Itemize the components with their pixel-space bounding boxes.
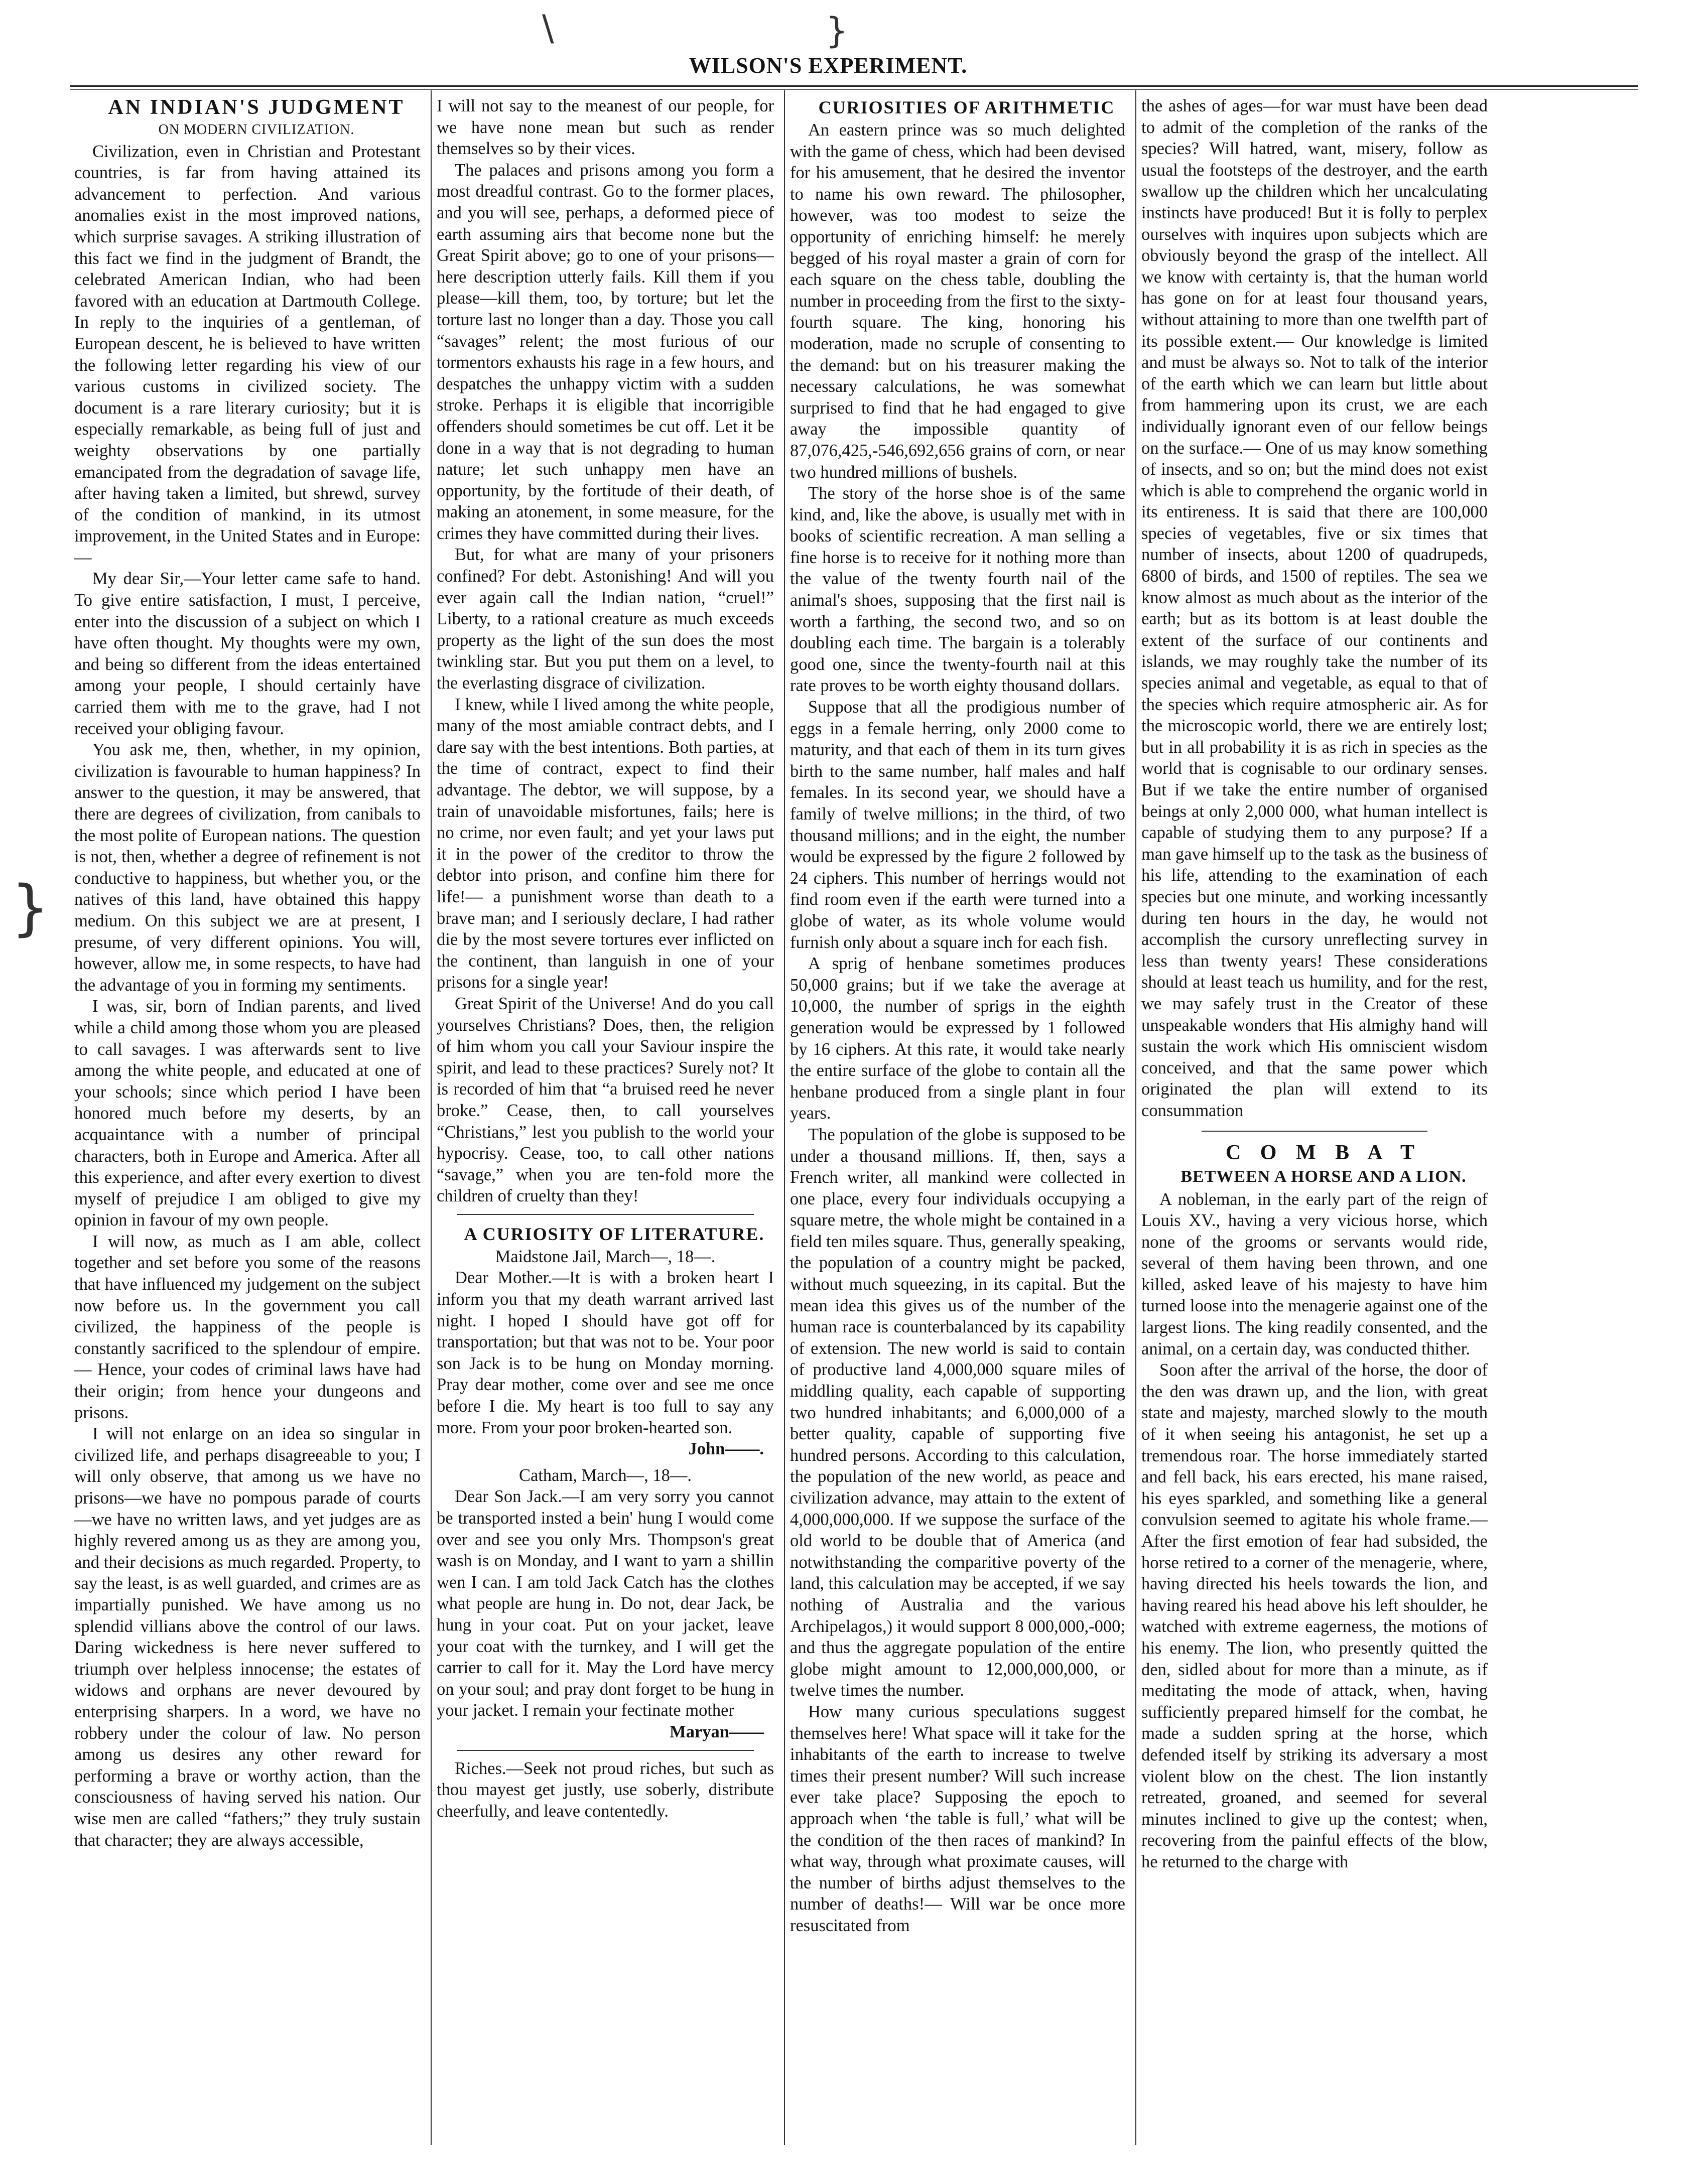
paragraph: You ask me, then, whether, in my opinion, civilization is favourable to human happiness? In answer to the question, it may be answered, that there are degrees of civilization, from canibals to the most polite of European nations. The question is not, then, whether a degree of refinement is not conductive to happiness, but whether you, or the natives of this land, have obtained this happy medium. On this subject we are at present, I presume, of very different opinions. You will, however, allow me, in some respects, to have had the advantage of you in forming my sentiments.	[74, 740, 421, 995]
section-rule	[1202, 1131, 1427, 1132]
column-3	[790, 95, 1125, 2140]
margin-ink-mark: \	[542, 8, 554, 49]
paragraph-riches: Riches.—Seek not proud riches, but such as thou mayest get justly, use soberly, distribute cheerfully, and leave contentedly.	[437, 1758, 774, 1821]
paragraph: A nobleman, in the early part of the reign of Louis XV., having a very vicious horse, which none of the grooms or servants would ride, several of them having been thrown, and one killed, asked leave of his majesty to have him turned loose into the menagerie against one of the largest lions. The king readily consented, and the animal, on a certain day, was conducted thither.	[1141, 1189, 1488, 1358]
paragraph: Suppose that all the prodigious number of eggs in a female herring, only 2000 come to maturity, and that each of them in its turn gives birth to the same number, half males and half females. In its second year, we should have a family of twelve millions; in the third, of two thousand millions; and in the eight, the number would be expressed by the figure 2 followed by 24 ciphers. This number of herrings would not find room even if the earth were turned into a globe of water, as its whole volume would furnish only about a square inch for each fish.	[790, 698, 1125, 952]
paragraph: I will now, as much as I am able, collect together and set before you some of the reasons that have influenced my judgement on the subject now before us. In the government you call civilized, the happiness of the people is constantly sacrificed to the splendour of empire.— Hence, your codes of criminal laws have had their origin; from hence your dungeons and prisons.	[74, 1232, 421, 1422]
section-rule	[457, 1750, 754, 1751]
column-rule	[1135, 90, 1136, 2145]
paragraph: How many curious speculations suggest themselves here! What space will it take for the inhabitants of the earth to increase to twelve times their present number? Will such increase ever take place? Supposing the epoch to approach when ‘the table is full,’ what will be the condition of the then races of mankind? In what way, through what proximate causes, will the number of births adjust themselves to the number of deaths!— Will war be once more resuscitated from	[790, 1702, 1125, 1935]
column-rule	[431, 90, 432, 2145]
paragraph: Civilization, even in Christian and Protestant countries, is far from having attained its advancement to perfection. And various anomalies exist in the most improved nations, which surprise savages. A striking illustration of this fact we find in the judgment of Brandt, the celebrated American Indian, who had been favored with an education at Dartmouth College. In reply to the inquiries of a gentleman, of European descent, he is believed to have written the following letter regarding his view of our various customs in civilized society. The document is a rare literary curiosity; but it is especially remarkable, as being full of just and weighty observations by one partially emancipated from the degradation of savage life, after having taken a limited, but shrewd, survey of the condition of mankind, in its utmost improvement, in the United States and in Europe:—	[74, 142, 421, 567]
paragraph: I was, sir, born of Indian parents, and lived while a child among those whom you are pleased to call savages. I was afterwards sent to live among the white people, and educated at one of your schools; since which period I have been honored much before my deserts, by an acquaintance with a number of principal characters, both in Europe and America. After all this experience, and after every exertion to divest myself of prejudice I am obliged to give my opinion in favour of my own people.	[74, 997, 421, 1230]
paragraph: An eastern prince was so much delighted with the game of chess, which had been devised for his amusement, that he desired the inventor to name his own reward. The philosopher, however, was too modest to seize the opportunity of enriching himself: he merely begged of his royal master a grain of corn for each square on the chess table, doubling the number in proceeding from the first to the sixty-fourth square. The king, honoring his moderation, made no scruple of consenting to the demand: but on his treasurer making the necessary calculations, he was somewhat surprised to find that he had engaged to give away the impossible quantity of 87,076,425,-546,692,656 grains of corn, or near two hundred millions of bushels.	[790, 120, 1125, 482]
paragraph: the ashes of ages—for war must have been dead to admit of the completion of the ranks of the species? Will hatred, want, misery, follow as usual the footsteps of the destroyer, and the earth swallow up the children which her uncalculating instincts have produced! But it is folly to perplex ourselves with inquires upon subjects which are obviously beyond the grasp of the intellect. All we know with certainty is, that the human world has gone on for at least four thousand years, without attaining to more than one twelfth part of its possible extent.— Our knowledge is limited and must be always so. Not to talk of the interior of the earth which we can learn but little about from hammering upon its crust, we are each individually ignorant even of our fellow beings on the surface.— One of us may know something of insects, and so on; but the mind does not exist which is able to comprehend the organic world in its entireness. It is said that there are 100,000 species of vegetables, five or six times that number of insects, about 1200 of quadrupeds, 6800 of birds, and 1500 of reptiles. The sea we know almost as much about as the interior of the earth; but as its bottom is at least double the extent of the surface of our continents and islands, we may roughly take the number of its species animal and vegetable, as equal to that of the species which require atmospheric air. As for the microscopic world, there we are entirely lost; but in all probability it is as rich in species as the world that is cognisable to our ordinary senses. But if we take the entire number of organised beings at only 2,000 000, what human intellect is capable of studying them to any purpose? If a man gave himself up to the task as the business of his life, attending to the examination of each species but one minute, and working incessantly during ten hours in the day, he would not accomplish the cursory unreflecting survey in less than twenty years! These considerations should at least teach us humility, and for the rest, we may safely trust in the Creator of these unspeakable wonders that His almighy hand will sustain the work which His omniscient wisdom conceived, and that the same power which originated the plan will extend to its consummation	[1141, 96, 1488, 1120]
margin-ink-mark-2: }	[826, 10, 848, 51]
top-rule	[70, 85, 1638, 90]
paragraph: Great Spirit of the Universe! And do you call yourselves Christians? Does, then, the religion of him whom you call your Saviour inspire the spirit, and lead to these practices? Surely not? It is recorded of him that “a bruised reed he never broke.” Cease, then, to call yourselves “Christians,” lest you publish to the world your hypocrisy. Cease, too, to call other nations “savage,” when you are ten-fold more the children of cruelty than they!	[437, 994, 774, 1206]
column-2	[437, 95, 774, 2140]
paragraph: I knew, while I lived among the white people, many of the most amiable contract debts, and I dare say with the best intentions. Both parties, at the time of contract, expect to find their advantage. The debtor, we will suppose, by a train of unavoidable misfortunes, fails; here is no crime, nor even fault; and yet your laws put it in the power of the creditor to throw the debtor into prison, and confine him there for life!— a punishment worse than death to a brave man; and I seriously declare, I had rather die by the most severe tortures ever inflicted on the continent, than languish in one of your prisons for a single year!	[437, 695, 774, 992]
article-heading-indian-judgment: AN INDIAN'S JUDGMENT	[108, 96, 405, 119]
column-4	[1141, 95, 1488, 2140]
letter-body: Dear Mother.—It is with a broken heart I inform you that my death warrant arrived last night. I hoped I should have got off for transportation; but that was not to be. Your poor son Jack is to be hung on Monday morning. Pray dear mother, come over and see me once before I die. My heart is too full to say any more. From your poor broken-hearted son.	[437, 1268, 774, 1437]
paragraph: I will not say to the meanest of our people, for we have none mean but such as render themselves so by their vices.	[437, 96, 774, 159]
column-1	[74, 95, 421, 2140]
section-rule	[457, 1214, 754, 1215]
letter-signature: Maryan——	[670, 1722, 764, 1741]
letter-body: Dear Son Jack.—I am very sorry you cannot be transported insted a bein' hung I would come over and see you only Mrs. Thompson's great wash is on Monday, and I want to yarn a shillin wen I can. I am told Jack Catch has the clothes what people are hung in. Do not, dear Jack, be hung in your coat. Put on your jacket, leave your coat with the turnkey, and I will get the carrier to call for it. May the Lord have mercy on your soul; and pray dont forget to be hung in your jacket. I remain your fectinate mother	[437, 1487, 774, 1720]
letter-dateline: Catham, March—, 18—.	[519, 1465, 692, 1485]
article-heading-curiosity-literature: A CURIOSITY OF LITERATURE.	[464, 1224, 765, 1244]
paragraph: A sprig of henbane sometimes produces 50,000 grains; but if we take the average at 10,000, the number of sprigs in the eighth generation would be expressed by 1 followed by 16 ciphers. At this rate, it would take nearly the entire surface of the globe to contain all the henbane produced from a single plant in four years.	[790, 954, 1125, 1123]
paragraph: I will not enlarge on an idea so singular in civilized life, and perhaps disagreeable to you; I will only observe, that among us we have no prisons—we have no pompous parade of courts—we have no written laws, and yet judges are as highly revered among us as they are among you, and their decisions as much regarded. Property, to say the least, is as well guarded, and crimes are as impartially punished. We have among us no splendid villians above the control of our laws. Daring wickedness is here never suffered to triumph over helpless innocense; the estates of widows and orphans are never devoured by enterprising sharpers. In a word, we have no robbery under the colour of law. No person among us desires any other reward for performing a brave or worthy action, than the consciousness of having served his nation. Our wise men are called “fathers;” they truly sustain that character; they are always accessible,	[74, 1424, 421, 1850]
margin-brace-mark: }	[11, 873, 50, 943]
paragraph: The population of the globe is supposed to be under a thousand millions. If, then, says a French writer, all mankind were collected in one place, every four individuals occupying a square metre, the whole might be contained in a field ten miles square. Thus, generally speaking, the population of a country might be packed, without much squeezing, in its capital. But the mean idea this gives us of the number of the human race is counterbalanced by its capability of extension. The new world is said to contain of productive land 4,000,000 square miles of middling quality, each capable of supporting two hundred inhabitants; and 6,000,000 of a better quality, capable of supporting five hundred persons. According to this calculation, the population of the new world, as peace and civilization advance, may attain to the extent of 4,000,000,000. If we suppose the surface of the old world to be double that of America (and notwithstanding the comparitive poverty of the land, this calculation may be accepted, if we say nothing of Australia and the various Archipelagos,) it would support 8 000,000,-000; and thus the aggregate population of the entire globe might amount to 12,000,000,000, or twelve times the number.	[790, 1125, 1125, 1700]
article-subheading-horse-lion: BETWEEN A HORSE AND A LION.	[1180, 1167, 1467, 1186]
article-heading-curiosities-arithmetic: CURIOSITIES OF ARITHMETIC	[818, 97, 1115, 117]
paragraph: The palaces and prisons among you form a most dreadful contrast. Go to the former places, and you will see, perhaps, a deformed piece of earth assuming airs that become none but the Great Spirit above; go to one of your prisons—here description utterly fails. Kill them if you please—kill them, too, by torture; but let the torture last no longer than a day. Those you call “savages” relent; the most furious of our tormentors exhausts his rage in a few hours, and despatches the unhappy victim with a sudden stroke. Perhaps it is eligible that incorrigible offenders should sometimes be cut off. Let it be done in a way that is not degrading to human nature; let such unhappy men have an opportunity, by the fortitude of their death, of making an atonement, in some measure, for the crimes they have committed during their lives.	[437, 160, 774, 543]
letter-dateline: Maidstone Jail, March—, 18—.	[495, 1247, 716, 1266]
column-rule	[784, 90, 785, 2145]
article-heading-combat: C O M B A T	[1225, 1141, 1422, 1164]
paragraph: My dear Sir,—Your letter came safe to hand. To give entire satisfaction, I must, I perceive, enter into the discussion of a subject on which I have often thought. My thoughts were my own, and being so different from the ideas entertained among your people, I should certainly have carried them with me to the grave, had I not received your obliging favour.	[74, 569, 421, 738]
paragraph: The story of the horse shoe is of the same kind, and, like the above, is usually met with in books of scientific recreation. A man selling a fine horse is to receive for it nothing more than the value of the twenty fourth nail of the animal's shoes, supposing that the first nail is worth a farthing, the second two, and so on doubling each time. The bargain is a tolerably good one, since the twenty-fourth nail at this rate proves to be worth eighty thousand dollars.	[790, 484, 1125, 696]
letter-signature: John——.	[688, 1439, 764, 1459]
paragraph: But, for what are many of your prisoners confined? For debt. Astonishing! And will you ever again call the Indian nation, “cruel!” Liberty, to a rational creature as much exceeds property as the light of the sun does the most twinkling star. But you put them on a level, to the everlasting disgrace of civilization.	[437, 545, 774, 693]
masthead: WILSON'S EXPERIMENT.	[689, 53, 968, 78]
article-subheading: ON MODERN CIVILIZATION.	[158, 122, 355, 138]
paragraph: Soon after the arrival of the horse, the door of the den was drawn up, and the lion, with great state and majesty, marched slowly to the mouth of it when seeing his antagonist, he set up a tremendous roar. The horse immediately started and fell back, his ears erected, his mane raised, his eyes sparkled, and something like a general convulsion seemed to agitate his whole frame.— After the first emotion of fear had subsided, the horse retired to a corner of the menagerie, where, having directed his heels towards the lion, and having reared his head above his left shoulder, he watched with extreme eagerness, the motions of his enemy. The lion, who presently quitted the den, sidled about for more than a minute, as if meditating the mode of attack, when, having sufficiently prepared himself for the combat, he made a sudden spring at the horse, which defended itself by striking its adversary a most violent blow on the chest. The lion instantly retreated, groaned, and seemed for several minutes inclined to give up the contest; when, recovering from the painful effects of the blow, he returned to the charge with	[1141, 1361, 1488, 1871]
